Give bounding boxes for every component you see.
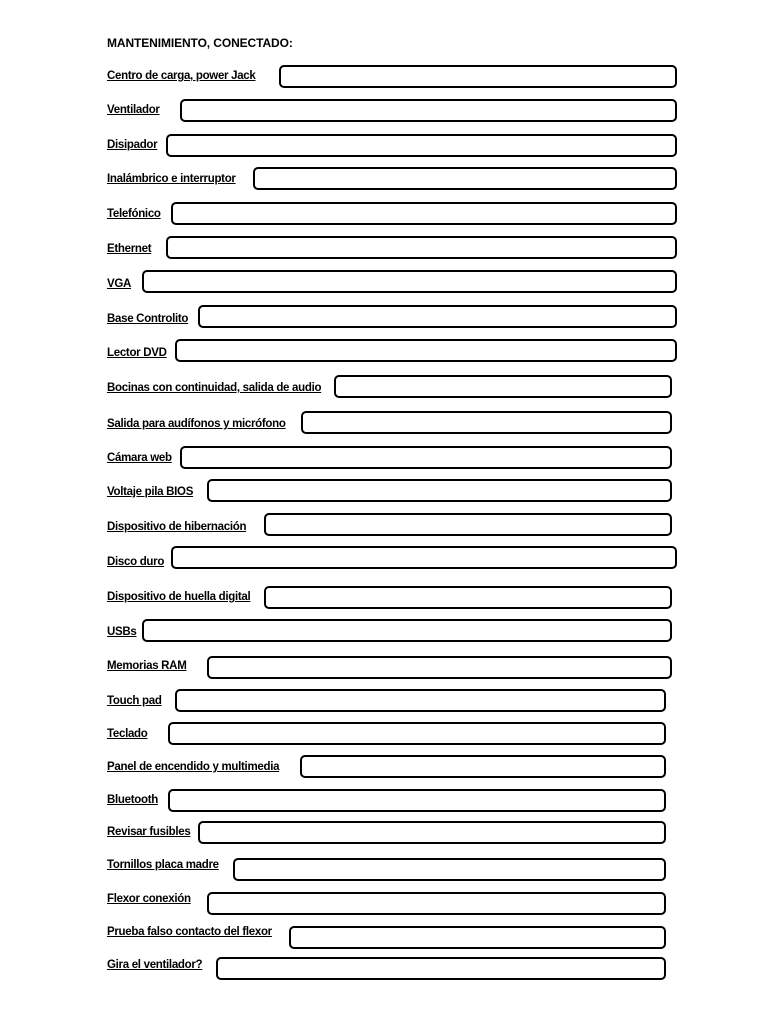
checklist-row-ventilador xyxy=(0,98,768,126)
checklist-label: Cámara web xyxy=(107,452,172,464)
checklist-input-box[interactable] xyxy=(142,619,672,642)
checklist-input-box[interactable] xyxy=(253,167,677,190)
checklist-label: Touch pad xyxy=(107,695,162,707)
checklist-row-falso-contacto xyxy=(0,924,768,952)
checklist-input-box[interactable] xyxy=(198,821,666,844)
checklist-label: Revisar fusibles xyxy=(107,826,191,838)
checklist-input-box[interactable] xyxy=(180,446,672,469)
checklist-input-box[interactable] xyxy=(142,270,677,293)
checklist-row-power-jack xyxy=(0,64,768,92)
checklist-label: Gira el ventilador? xyxy=(107,959,203,971)
checklist-row-fusibles xyxy=(0,820,768,848)
checklist-row-base-controlito xyxy=(0,304,768,332)
checklist-row-usbs xyxy=(0,619,768,647)
checklist-row-bocinas xyxy=(0,375,768,403)
checklist-label: Bluetooth xyxy=(107,794,158,806)
checklist-input-box[interactable] xyxy=(334,375,672,398)
checklist-row-flexor-conexion xyxy=(0,891,768,919)
checklist-label: Dispositivo de hibernación xyxy=(107,521,247,533)
checklist-label: Telefónico xyxy=(107,208,161,220)
checklist-label: Dispositivo de huella digital xyxy=(107,591,251,603)
checklist-input-box[interactable] xyxy=(198,305,677,328)
checklist-input-box[interactable] xyxy=(207,479,672,502)
checklist-row-inalambrico xyxy=(0,166,768,194)
checklist-row-vga xyxy=(0,269,768,297)
checklist-label: Lector DVD xyxy=(107,347,167,359)
checklist-label: Tornillos placa madre xyxy=(107,859,219,871)
checklist-row-disipador xyxy=(0,133,768,161)
checklist-input-box[interactable] xyxy=(233,858,666,881)
checklist-label: Inalámbrico e interruptor xyxy=(107,173,236,185)
checklist-label: Disipador xyxy=(107,139,158,151)
checklist-row-pila-bios xyxy=(0,479,768,507)
checklist-label: Bocinas con continuidad, salida de audio xyxy=(107,382,322,394)
checklist-row-lector-dvd xyxy=(0,339,768,367)
checklist-input-box[interactable] xyxy=(264,513,672,536)
checklist-row-panel-encendido xyxy=(0,754,768,782)
checklist-row-hibernacion xyxy=(0,513,768,541)
checklist-input-box[interactable] xyxy=(168,722,666,745)
checklist-input-box[interactable] xyxy=(166,134,677,157)
checklist-label: Flexor conexión xyxy=(107,893,191,905)
checklist-input-box[interactable] xyxy=(300,755,666,778)
checklist-input-box[interactable] xyxy=(207,892,666,915)
checklist-label: Teclado xyxy=(107,728,148,740)
checklist-input-box[interactable] xyxy=(166,236,677,259)
page-title: MANTENIMIENTO, CONECTADO: xyxy=(107,36,293,50)
checklist-row-teclado xyxy=(0,721,768,749)
checklist-input-box[interactable] xyxy=(175,689,666,712)
checklist-input-box[interactable] xyxy=(171,546,677,569)
checklist-label: Voltaje pila BIOS xyxy=(107,486,194,498)
checklist-label: USBs xyxy=(107,626,137,638)
checklist-label: Ventilador xyxy=(107,104,160,116)
checklist-input-box[interactable] xyxy=(180,99,677,122)
checklist-row-audifonos xyxy=(0,411,768,439)
checklist-row-disco-duro xyxy=(0,546,768,574)
checklist-input-box[interactable] xyxy=(279,65,677,88)
checklist-label: Salida para audífonos y micrófono xyxy=(107,418,286,430)
checklist-input-box[interactable] xyxy=(264,586,672,609)
checklist-row-telefonico xyxy=(0,201,768,229)
checklist-row-memorias-ram xyxy=(0,655,768,683)
checklist-input-box[interactable] xyxy=(207,656,672,679)
checklist-row-camara-web xyxy=(0,445,768,473)
checklist-row-huella-digital xyxy=(0,586,768,614)
checklist-input-box[interactable] xyxy=(216,957,666,980)
checklist-row-gira-ventilador xyxy=(0,957,768,985)
checklist-row-bluetooth xyxy=(0,788,768,816)
checklist-input-box[interactable] xyxy=(171,202,677,225)
checklist-input-box[interactable] xyxy=(289,926,666,949)
checklist-label: Memorias RAM xyxy=(107,660,187,672)
checklist-row-touch-pad xyxy=(0,688,768,716)
checklist-label: VGA xyxy=(107,278,132,290)
checklist-input-box[interactable] xyxy=(175,339,677,362)
checklist-label: Panel de encendido y multimedia xyxy=(107,761,280,773)
checklist-row-tornillos xyxy=(0,857,768,885)
checklist-input-box[interactable] xyxy=(301,411,672,434)
checklist-label: Prueba falso contacto del flexor xyxy=(107,926,272,938)
checklist-input-box[interactable] xyxy=(168,789,666,812)
checklist-label: Centro de carga, power Jack xyxy=(107,70,256,82)
checklist-row-ethernet xyxy=(0,236,768,264)
checklist-label: Base Controlito xyxy=(107,313,189,325)
checklist-label: Disco duro xyxy=(107,556,165,568)
checklist-label: Ethernet xyxy=(107,243,152,255)
